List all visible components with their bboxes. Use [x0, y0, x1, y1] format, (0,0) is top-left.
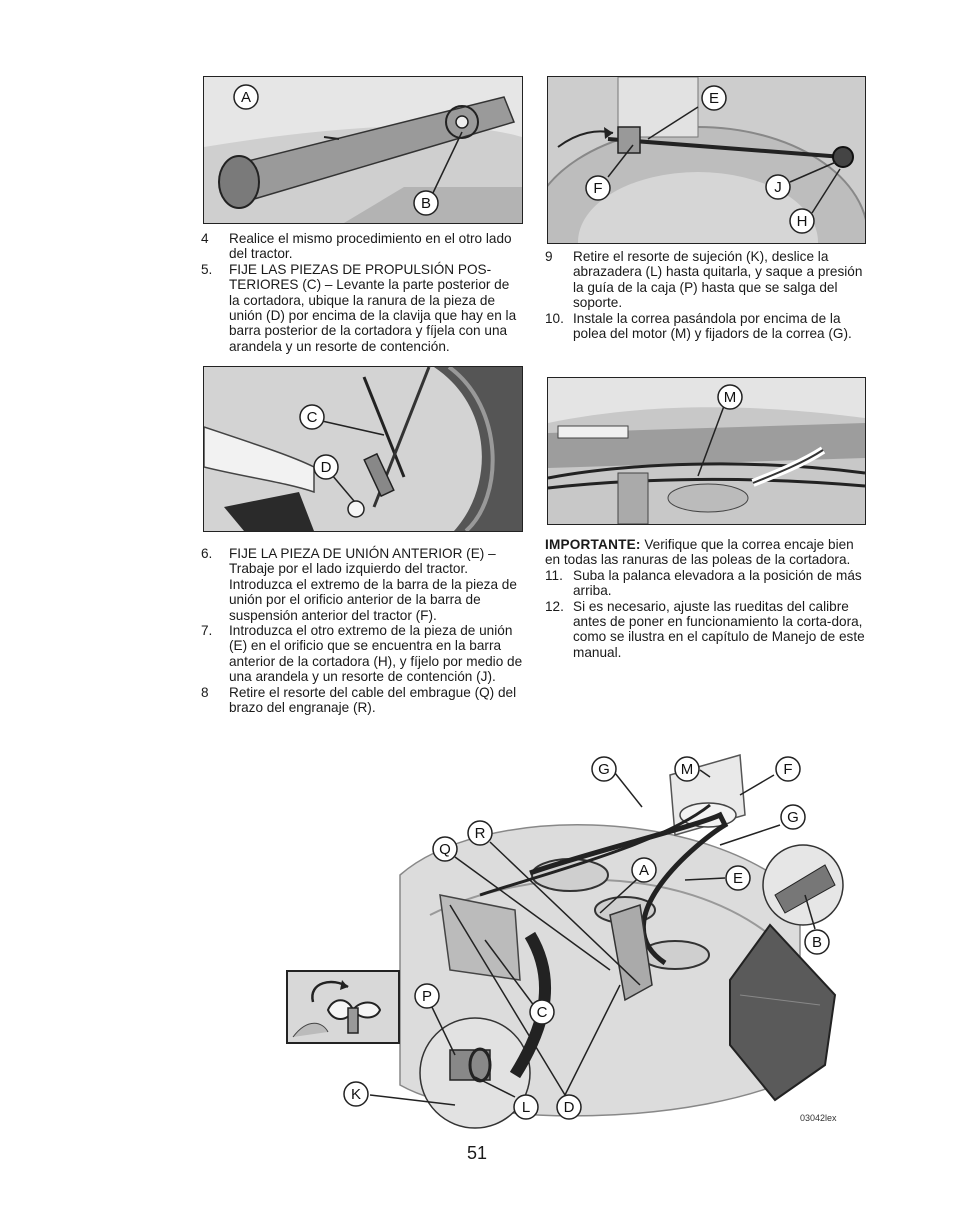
- step-11-number: 11.: [545, 567, 563, 583]
- callout-c-main-label: C: [536, 1004, 548, 1021]
- important-text: Verifique que la correa encaje bien en todas las ranuras de las poleas de la cortadora.: [545, 537, 854, 568]
- callout-b-label: B: [420, 195, 432, 212]
- figure-front-link: [547, 76, 866, 244]
- step-5: [201, 262, 523, 354]
- important-note: [545, 537, 867, 568]
- step-6-number: 6.: [201, 546, 213, 561]
- step-6-text: FIJE LA PIEZA DE UNIÓN ANTERIOR (E) – Trabaje por el lado izquierdo del tractor. Introduzca el extremo de la barra de la pieza de unión por el orificio anterior de la barra de suspensión anterior del tractor (F).: [229, 546, 517, 623]
- main-assembly-illustration: [280, 745, 880, 1130]
- step-11: [545, 568, 867, 599]
- callout-h-label: H: [796, 213, 808, 230]
- step-4: [201, 231, 523, 262]
- step-7: [201, 623, 523, 685]
- callout-f-main-label: F: [783, 761, 793, 778]
- step-7-text: Introduzca el otro extremo de la pieza de unión (E) en el orificio que se encuentra en la barra anterior de la cortadora (H), y fíjelo por medio de una arandela y un resorte de contención (J).: [229, 623, 523, 685]
- step-9-number: 9: [545, 249, 553, 264]
- step-10-number: 10.: [545, 310, 564, 326]
- callout-a-main-label: A: [638, 862, 650, 879]
- step-10-text: Instale la correa pasándola por encima de la polea del motor (M) y fijadors de la correa (G).: [573, 310, 852, 342]
- step-5-text: FIJE LAS PIEZAS DE PROPULSIÓN POS-TERIORES (C) – Levante la parte posterior de la cortadora, ubique la ranura de la pieza de unión (D) por encima de la clavija que hay en la barra posterior de la cortadora y fíjela con una arandela y un resorte de contención.: [229, 261, 517, 354]
- callout-l-label: L: [521, 1099, 531, 1116]
- step-4-number: 4: [201, 231, 209, 246]
- callout-f-label: F: [593, 180, 603, 197]
- figure-rear-link: [203, 366, 523, 532]
- important-and-steps-11-12: [545, 537, 867, 660]
- figure-pivot-bar-illustration: [204, 77, 522, 223]
- part-code: 03042lex: [800, 1113, 837, 1123]
- callout-m-label: M: [723, 389, 737, 406]
- step-12: [545, 599, 867, 661]
- figure-motor-pulley-illustration: [548, 378, 865, 524]
- callout-e-main-label: E: [732, 870, 744, 887]
- step-11-text: Suba la palanca elevadora a la posición de más arriba.: [573, 567, 862, 599]
- important-label: IMPORTANTE:: [545, 537, 641, 552]
- step-8-number: 8: [201, 684, 209, 700]
- inset-clip-detail: [286, 970, 400, 1044]
- step-9: [545, 249, 867, 311]
- callout-g-right-label: G: [787, 809, 799, 826]
- callout-e-label: E: [708, 90, 720, 107]
- step-9-text: Retire el resorte de sujeción (K), deslice la abrazadera (L) hasta quitarla, y saque a presión la guía de la caja (P) hasta que se salga del soporte.: [573, 249, 863, 311]
- figure-rear-link-illustration: [204, 367, 522, 531]
- step-8: [201, 685, 523, 716]
- steps-4-5: [201, 231, 523, 354]
- step-7-number: 7.: [201, 623, 213, 639]
- page-number: 51: [466, 1143, 488, 1163]
- callout-p-label: P: [421, 988, 433, 1005]
- callout-g-top-label: G: [598, 761, 610, 778]
- step-6: [201, 546, 523, 623]
- figure-motor-pulley: [547, 377, 866, 525]
- callout-d-label: D: [320, 459, 332, 476]
- step-5-number: 5.: [201, 261, 213, 277]
- step-10: [545, 311, 867, 342]
- callout-d-main-label: D: [563, 1099, 575, 1116]
- callout-k-label: K: [350, 1086, 362, 1103]
- steps-6-8: [201, 546, 523, 715]
- callout-q-label: Q: [439, 841, 451, 858]
- steps-9-10: [545, 249, 867, 341]
- step-12-number: 12.: [545, 598, 564, 614]
- callout-b-main-label: B: [811, 934, 823, 951]
- callout-j-label: J: [774, 179, 782, 196]
- main-assembly-diagram: [280, 745, 880, 1130]
- figure-front-link-illustration: [548, 77, 865, 243]
- step-12-text: Si es necesario, ajuste las rueditas del calibre antes de poner en funcionamiento la corta-dora, como se ilustra en el capítulo de Manejo de este manual.: [573, 598, 865, 660]
- figure-pivot-bar: [203, 76, 523, 224]
- step-4-text: Realice el mismo procedimiento en el otro lado del tractor.: [229, 231, 512, 262]
- callout-r-label: R: [474, 825, 486, 842]
- inset-clip-illustration: [288, 972, 398, 1042]
- callout-a-label: A: [240, 89, 252, 106]
- callout-m-main-label: M: [680, 761, 694, 778]
- callout-c-label: C: [306, 409, 318, 426]
- step-8-text: Retire el resorte del cable del embrague (Q) del brazo del engranaje (R).: [229, 684, 517, 716]
